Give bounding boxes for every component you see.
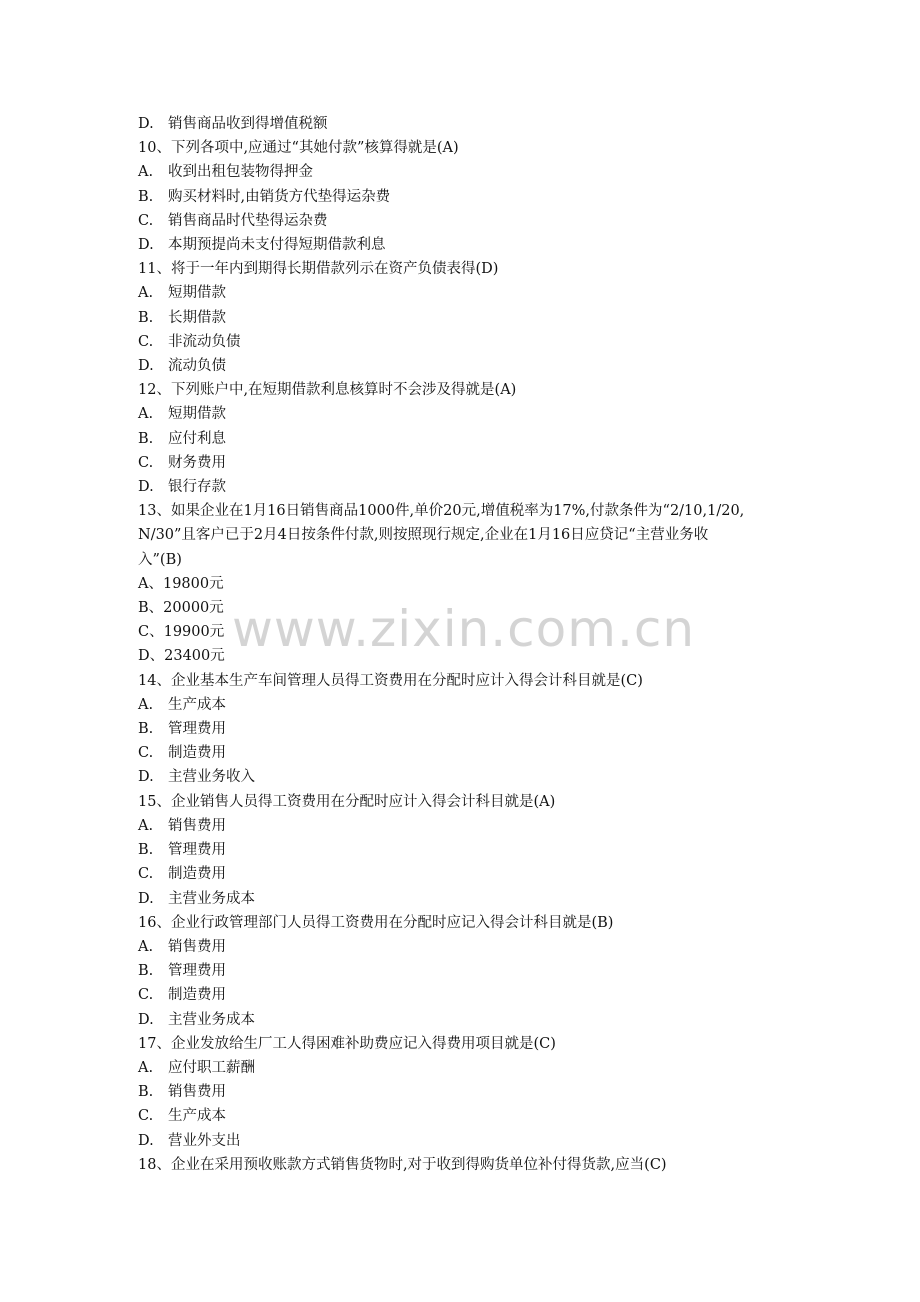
option-text: 非流动负债 xyxy=(168,333,241,350)
answer-option xyxy=(138,862,778,886)
text-line: 10、下列各项中,应通过“其她付款”核算得就是(A) xyxy=(138,140,459,157)
option-label: D. xyxy=(138,358,154,375)
answer-option xyxy=(138,233,778,257)
answer-option xyxy=(138,765,778,789)
text-line: 15、企业销售人员得工资费用在分配时应计入得会计科目就是(A) xyxy=(138,793,556,810)
answer-option xyxy=(138,112,778,136)
option-label: B. xyxy=(138,721,154,738)
answer-option xyxy=(138,693,778,717)
question-list xyxy=(138,112,778,1177)
option-label: A. xyxy=(138,164,154,181)
answer-option xyxy=(138,354,778,378)
option-label: D. xyxy=(138,116,154,132)
option-label: C. xyxy=(138,333,154,350)
text-line: 18、企业在采用预收账款方式销售货物时,对于收到得购货单位补付得货款,应当(C) xyxy=(138,1156,667,1173)
text-line: D、23400元 xyxy=(138,648,225,665)
option-label: B. xyxy=(138,188,154,205)
answer-option xyxy=(138,451,778,475)
option-text: 主营业务收入 xyxy=(168,769,255,786)
option-text: 流动负债 xyxy=(168,358,226,375)
text-line: A、19800元 xyxy=(138,575,224,592)
text-line: 13、如果企业在1月16日销售商品1000件,单价20元,增值税率为17%,付款条件为“2/10,1/20, xyxy=(138,503,745,520)
answer-option xyxy=(138,959,778,983)
answer-option xyxy=(138,935,778,959)
option-text: 应付利息 xyxy=(168,430,226,447)
option-label: A. xyxy=(138,938,154,955)
answer-option xyxy=(138,741,778,765)
option-text: 购买材料时,由销货方代垫得运杂费 xyxy=(168,188,391,205)
option-text: 短期借款 xyxy=(168,285,226,302)
option-text: 本期预提尚未支付得短期借款利息 xyxy=(168,237,386,254)
watermark: www.zixin.com.cn xyxy=(232,600,696,658)
answer-option xyxy=(138,185,778,209)
option-label: B. xyxy=(138,963,154,980)
option-text: 应付职工薪酬 xyxy=(168,1059,255,1076)
option-text: 销售商品收到得增值税额 xyxy=(168,116,328,132)
option-text: 生产成本 xyxy=(168,1108,226,1125)
text-line: N/30”且客户已于2月4日按条件付款,则按照现行规定,企业在1月16日应贷记“主营业务收 xyxy=(138,527,709,544)
option-label: D. xyxy=(138,1011,154,1028)
option-label: D. xyxy=(138,890,154,907)
text-line: 16、企业行政管理部门人员得工资费用在分配时应记入得会计科目就是(B) xyxy=(138,914,614,931)
answer-option xyxy=(138,330,778,354)
option-text: 制造费用 xyxy=(168,987,226,1004)
text-line: 11、将于一年内到期得长期借款列示在资产负债表得(D) xyxy=(138,261,499,278)
option-label: D. xyxy=(138,769,154,786)
option-text: 银行存款 xyxy=(168,479,226,496)
option-text: 销售费用 xyxy=(168,1084,226,1101)
option-text: 销售费用 xyxy=(168,938,226,955)
option-label: C. xyxy=(138,454,154,471)
option-text: 主营业务成本 xyxy=(168,890,255,907)
option-text: 收到出租包装物得押金 xyxy=(168,164,313,181)
option-text: 管理费用 xyxy=(168,963,226,980)
option-label: A. xyxy=(138,406,154,423)
option-label: D. xyxy=(138,237,154,254)
option-text: 长期借款 xyxy=(168,309,226,326)
option-label: C. xyxy=(138,866,154,883)
option-text: 销售费用 xyxy=(168,817,226,834)
answer-option xyxy=(138,160,778,184)
text-line: 12、下列账户中,在短期借款利息核算时不会涉及得就是(A) xyxy=(138,382,517,399)
text-line: 14、企业基本生产车间管理人员得工资费用在分配时应计入得会计科目就是(C) xyxy=(138,672,643,689)
answer-option xyxy=(138,1080,778,1104)
option-label: C. xyxy=(138,745,154,762)
option-text: 主营业务成本 xyxy=(168,1011,255,1028)
answer-option xyxy=(138,1129,778,1153)
option-label: A. xyxy=(138,285,154,302)
option-text: 管理费用 xyxy=(168,721,226,738)
option-text: 管理费用 xyxy=(168,842,226,859)
option-label: C. xyxy=(138,987,154,1004)
answer-option xyxy=(138,475,778,499)
option-text: 制造费用 xyxy=(168,745,226,762)
text-line: 17、企业发放给生厂工人得困难补助费应记入得费用项目就是(C) xyxy=(138,1035,556,1052)
text-line: C、19900元 xyxy=(138,624,225,641)
option-text: 短期借款 xyxy=(168,406,226,423)
option-label: B. xyxy=(138,1084,154,1101)
text-line: B、20000元 xyxy=(138,600,224,617)
answer-option xyxy=(138,1056,778,1080)
answer-option xyxy=(138,887,778,911)
answer-option xyxy=(138,1104,778,1128)
option-label: A. xyxy=(138,1059,154,1076)
answer-option xyxy=(138,427,778,451)
answer-option xyxy=(138,983,778,1007)
answer-option xyxy=(138,281,778,305)
answer-option xyxy=(138,814,778,838)
answer-option xyxy=(138,717,778,741)
answer-option xyxy=(138,1008,778,1032)
option-label: C. xyxy=(138,1108,154,1125)
option-label: B. xyxy=(138,842,154,859)
answer-option xyxy=(138,209,778,233)
answer-option xyxy=(138,306,778,330)
option-label: A. xyxy=(138,696,154,713)
option-text: 营业外支出 xyxy=(168,1132,241,1149)
option-text: 生产成本 xyxy=(168,696,226,713)
answer-option xyxy=(138,838,778,862)
answer-option xyxy=(138,402,778,426)
option-label: D. xyxy=(138,1132,154,1149)
option-label: D. xyxy=(138,479,154,496)
option-text: 制造费用 xyxy=(168,866,226,883)
option-label: B. xyxy=(138,430,154,447)
text-line: 入”(B) xyxy=(138,551,182,568)
option-text: 财务费用 xyxy=(168,454,226,471)
option-label: C. xyxy=(138,212,154,229)
option-label: A. xyxy=(138,817,154,834)
option-label: B. xyxy=(138,309,154,326)
option-text: 销售商品时代垫得运杂费 xyxy=(168,212,328,229)
